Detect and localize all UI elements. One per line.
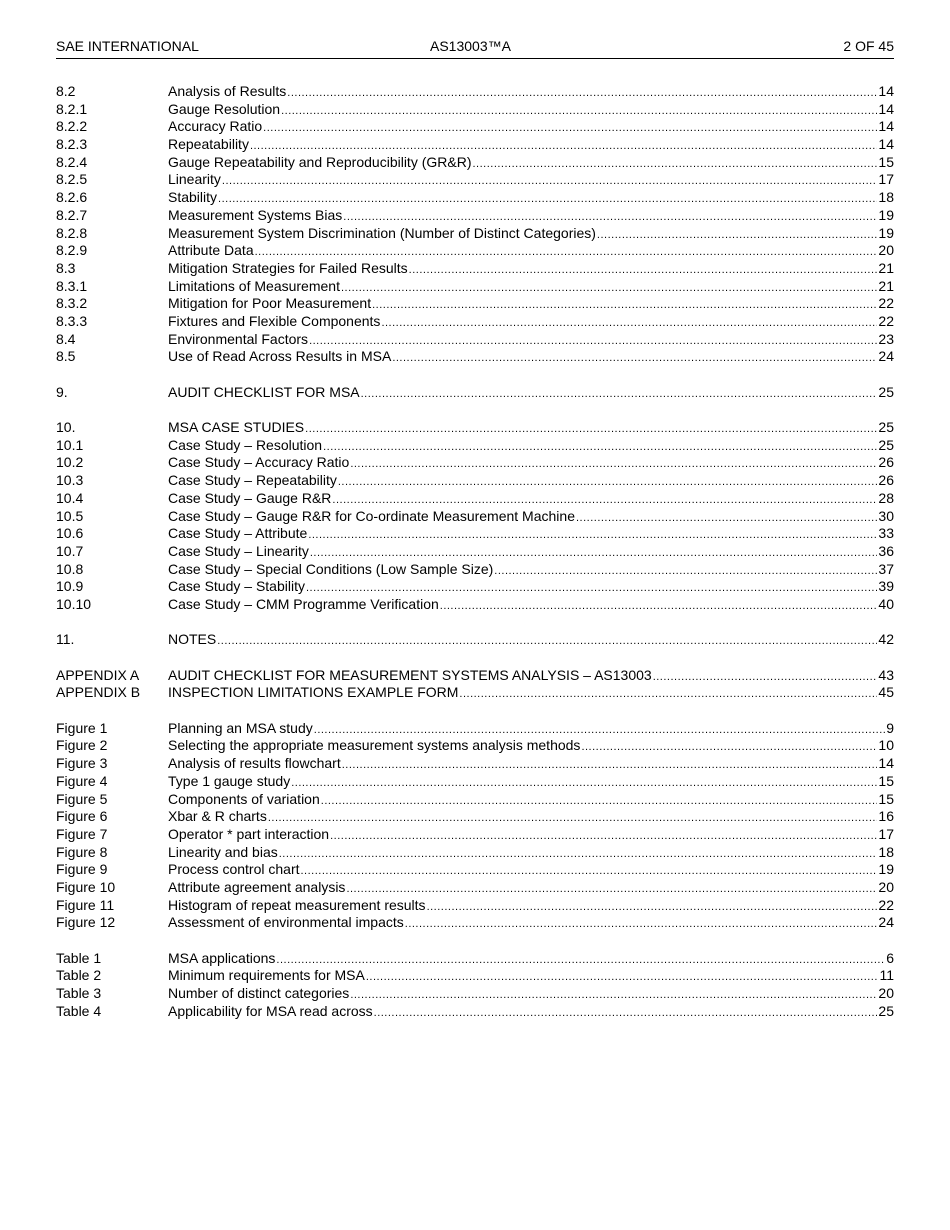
toc-entry-page: 24	[878, 348, 894, 365]
toc-entry-page: 15	[878, 153, 894, 170]
toc-entry-number: 8.4	[56, 330, 76, 347]
toc-entry-page: 14	[878, 118, 894, 135]
dot-leader	[301, 863, 878, 881]
toc-entry-number: 8.3.1	[56, 277, 88, 294]
dot-leader	[346, 881, 877, 899]
toc-entry[interactable]	[56, 154, 894, 172]
toc-entry-title: Gauge Repeatability and Reproducibility (GR&R)	[168, 153, 472, 170]
toc-entry-title: Gauge Resolution	[168, 100, 281, 117]
toc-entry-title: Measurement Systems Bias	[168, 206, 343, 223]
dot-leader	[342, 757, 878, 775]
toc-entry-number: 10.3	[56, 472, 84, 489]
toc-entry[interactable]	[56, 118, 894, 136]
toc-entry-title: Case Study – Special Conditions (Low Sample Size)	[168, 560, 494, 577]
toc-entry[interactable]	[56, 844, 894, 862]
toc-entry-number: Table 3	[56, 985, 102, 1002]
toc-entry[interactable]	[56, 508, 894, 526]
toc-entry-page: 14	[878, 83, 894, 99]
toc-entry-title: Mitigation for Poor Measurement	[168, 295, 372, 312]
toc-entry[interactable]	[56, 773, 894, 791]
toc-entry-number: 10.	[56, 419, 76, 436]
toc-section	[56, 631, 894, 649]
toc-entry-number: 8.2.5	[56, 171, 88, 188]
toc-entry[interactable]	[56, 225, 894, 243]
dot-leader	[581, 739, 877, 757]
publisher-name: SAE INTERNATIONAL	[56, 38, 199, 54]
toc-entry-title: AUDIT CHECKLIST FOR MSA	[168, 383, 360, 400]
toc-entry-title: Linearity and bias	[168, 843, 278, 860]
toc-entry-page: 37	[878, 560, 894, 577]
toc-entry[interactable]	[56, 543, 894, 561]
dot-leader	[427, 899, 878, 917]
dot-leader	[276, 952, 885, 970]
toc-entry-number: 11.	[56, 631, 75, 648]
toc-entry-title: MSA applications	[168, 949, 276, 966]
toc-entry-page: 16	[878, 808, 894, 825]
dot-leader	[305, 421, 877, 439]
document-number: AS13003™A	[430, 38, 511, 54]
toc-section	[56, 384, 894, 402]
toc-entry-title: Case Study – Accuracy Ratio	[168, 454, 350, 471]
dot-leader	[321, 793, 878, 811]
toc-entry[interactable]	[56, 295, 894, 313]
toc-entry-page: 15	[878, 790, 894, 807]
toc-entry-page: 20	[878, 985, 894, 1002]
dot-leader	[440, 598, 878, 616]
toc-entry-title: Xbar & R charts	[168, 808, 267, 825]
toc-entry-title: Case Study – CMM Programme Verification	[168, 595, 439, 612]
toc-entry[interactable]	[56, 755, 894, 773]
toc-entry-number: 8.2	[56, 83, 76, 99]
dot-leader	[281, 103, 877, 121]
toc-entry[interactable]	[56, 596, 894, 614]
toc-entry-page: 45	[878, 684, 894, 701]
toc-entry-page: 19	[878, 861, 894, 878]
toc-entry[interactable]	[56, 278, 894, 296]
toc-entry-number: Figure 2	[56, 737, 108, 754]
dot-leader	[392, 350, 877, 368]
dot-leader	[409, 262, 878, 280]
toc-entry[interactable]	[56, 189, 894, 207]
toc-entry[interactable]	[56, 384, 894, 402]
toc-entry[interactable]	[56, 171, 894, 189]
toc-entry-title: Assessment of environmental impacts	[168, 914, 404, 931]
toc-section	[56, 83, 894, 366]
toc-entry-title: Minimum requirements for MSA	[168, 967, 365, 984]
toc-entry[interactable]	[56, 737, 894, 755]
toc-entry-page: 25	[878, 436, 894, 453]
toc-entry[interactable]	[56, 578, 894, 596]
toc-entry-number: 8.2.2	[56, 118, 88, 135]
toc-entry-title: Environmental Factors	[168, 330, 309, 347]
toc-entry-number: 10.4	[56, 489, 84, 506]
toc-entry-number: Figure 4	[56, 772, 108, 789]
toc-entry-title: INSPECTION LIMITATIONS EXAMPLE FORM	[168, 684, 459, 701]
dot-leader	[597, 227, 878, 245]
toc-entry-number: Figure 9	[56, 861, 108, 878]
toc-entry-number: 10.6	[56, 525, 84, 542]
toc-entry-title: Number of distinct categories	[168, 985, 350, 1002]
toc-entry-page: 19	[878, 206, 894, 223]
toc-entry-page: 17	[878, 825, 894, 842]
dot-leader	[287, 85, 877, 103]
toc-entry[interactable]	[56, 667, 894, 685]
toc-entry[interactable]	[56, 83, 894, 101]
toc-entry-page: 43	[878, 666, 894, 683]
toc-entry-page: 9	[886, 719, 894, 736]
dot-leader	[291, 775, 877, 793]
toc-entry-page: 11	[879, 967, 894, 984]
toc-entry[interactable]	[56, 260, 894, 278]
toc-entry[interactable]	[56, 419, 894, 437]
toc-entry-title: Attribute Data	[168, 242, 254, 259]
toc-entry-page: 24	[878, 914, 894, 931]
toc-entry-title: Attribute agreement analysis	[168, 878, 346, 895]
toc-entry-number: Figure 10	[56, 878, 116, 895]
table-of-contents	[56, 83, 894, 1038]
toc-entry-number: 8.2.8	[56, 224, 88, 241]
dot-leader	[308, 527, 877, 545]
dot-leader	[374, 1005, 878, 1023]
toc-entry-title: Analysis of results flowchart	[168, 755, 341, 772]
toc-entry-title: Linearity	[168, 171, 221, 188]
toc-entry-page: 6	[886, 949, 894, 966]
toc-entry[interactable]	[56, 1003, 894, 1021]
toc-entry-number: 10.10	[56, 595, 92, 612]
toc-entry[interactable]	[56, 437, 894, 455]
toc-entry-number: 8.3.2	[56, 295, 88, 312]
toc-entry-page: 26	[878, 472, 894, 489]
toc-entry-page: 23	[878, 330, 894, 347]
toc-entry[interactable]	[56, 561, 894, 579]
toc-entry-page: 21	[878, 259, 894, 276]
toc-entry-page: 14	[878, 755, 894, 772]
toc-entry-title: Case Study – Stability	[168, 578, 305, 595]
toc-entry-number: 10.7	[56, 542, 84, 559]
toc-entry-title: Use of Read Across Results in MSA	[168, 348, 392, 365]
toc-entry-page: 17	[878, 171, 894, 188]
toc-entry-page: 42	[878, 631, 894, 648]
page-number: 2 OF 45	[843, 38, 894, 54]
dot-leader	[330, 828, 877, 846]
toc-entry-title: Case Study – Gauge R&R	[168, 489, 332, 506]
toc-entry-number: 10.5	[56, 507, 84, 524]
toc-entry-number: APPENDIX B	[56, 684, 141, 701]
toc-entry-number: 8.3	[56, 259, 76, 276]
toc-entry-page: 22	[878, 312, 894, 329]
toc-entry-page: 28	[878, 489, 894, 506]
toc-entry-title: Fixtures and Flexible Components	[168, 312, 381, 329]
toc-entry-number: Figure 8	[56, 843, 108, 860]
dot-leader	[350, 456, 877, 474]
toc-entry-title: Measurement System Discrimination (Number of Distinct Categories)	[168, 224, 596, 241]
toc-entry-page: 18	[878, 843, 894, 860]
dot-leader	[309, 333, 877, 351]
dot-leader	[350, 987, 877, 1005]
toc-entry[interactable]	[56, 914, 894, 932]
toc-entry-page: 40	[878, 595, 894, 612]
toc-entry-title: Components of variation	[168, 790, 320, 807]
toc-entry-title: AUDIT CHECKLIST FOR MEASUREMENT SYSTEMS ANALYSIS – AS13003	[168, 666, 652, 683]
toc-entry-page: 20	[878, 242, 894, 259]
toc-entry-page: 25	[878, 383, 894, 400]
toc-entry-title: Process control chart	[168, 861, 300, 878]
toc-entry-number: 8.2.9	[56, 242, 88, 259]
toc-section	[56, 950, 894, 1021]
toc-entry-page: 21	[878, 277, 894, 294]
toc-entry-page: 10	[878, 737, 894, 754]
toc-entry-title: Case Study – Gauge R&R for Co-ordinate Measurement Machine	[168, 507, 575, 524]
toc-entry-number: 8.5	[56, 348, 76, 365]
toc-entry-page: 33	[878, 525, 894, 542]
toc-entry-number: 10.1	[56, 436, 84, 453]
toc-entry-page: 39	[878, 578, 894, 595]
toc-entry[interactable]	[56, 136, 894, 154]
toc-entry-number: Figure 1	[56, 719, 108, 736]
toc-entry[interactable]	[56, 861, 894, 879]
toc-entry-title: Case Study – Resolution	[168, 436, 323, 453]
toc-entry-number: APPENDIX A	[56, 666, 140, 683]
toc-entry[interactable]	[56, 207, 894, 225]
toc-entry-page: 19	[878, 224, 894, 241]
toc-entry[interactable]	[56, 967, 894, 985]
toc-entry-number: 8.2.1	[56, 100, 88, 117]
toc-entry-number: Figure 6	[56, 808, 108, 825]
dot-leader	[405, 916, 878, 934]
toc-entry[interactable]	[56, 684, 894, 702]
dot-leader	[341, 280, 877, 298]
toc-entry-number: Table 4	[56, 1002, 102, 1019]
toc-entry-page: 25	[878, 419, 894, 436]
toc-entry-page: 22	[878, 896, 894, 913]
toc-entry-number: 8.3.3	[56, 312, 88, 329]
toc-entry-page: 25	[878, 1002, 894, 1019]
dot-leader	[263, 120, 877, 138]
toc-entry-title: Analysis of Results	[168, 83, 287, 99]
toc-entry-number: 8.2.4	[56, 153, 88, 170]
toc-entry[interactable]	[56, 313, 894, 331]
toc-entry-page: 20	[878, 878, 894, 895]
toc-entry-title: NOTES	[168, 631, 217, 648]
toc-entry-title: Case Study – Repeatability	[168, 472, 337, 489]
toc-entry-page: 14	[878, 136, 894, 153]
toc-entry[interactable]	[56, 348, 894, 366]
dot-leader	[217, 633, 877, 651]
toc-entry[interactable]	[56, 897, 894, 915]
dot-leader	[222, 173, 878, 191]
toc-entry-page: 14	[878, 100, 894, 117]
toc-entry-number: 10.2	[56, 454, 84, 471]
toc-section	[56, 720, 894, 932]
toc-entry-page: 30	[878, 507, 894, 524]
toc-entry-number: 10.9	[56, 578, 84, 595]
toc-entry[interactable]	[56, 525, 894, 543]
toc-entry-title: MSA CASE STUDIES	[168, 419, 305, 436]
toc-entry-number: Table 2	[56, 967, 102, 984]
dot-leader	[381, 315, 877, 333]
toc-entry-number: 8.2.3	[56, 136, 88, 153]
toc-entry[interactable]	[56, 985, 894, 1003]
toc-section	[56, 667, 894, 702]
toc-entry[interactable]	[56, 631, 894, 649]
toc-entry-number: Figure 5	[56, 790, 108, 807]
toc-entry-page: 22	[878, 295, 894, 312]
toc-entry-title: Selecting the appropriate measurement systems analysis methods	[168, 737, 581, 754]
dot-leader	[653, 669, 878, 687]
toc-entry[interactable]	[56, 950, 894, 968]
toc-entry-number: Figure 7	[56, 825, 108, 842]
dot-leader	[323, 439, 877, 457]
toc-entry-title: Type 1 gauge study	[168, 772, 291, 789]
toc-entry-page: 36	[878, 542, 894, 559]
toc-entry-number: Figure 12	[56, 914, 116, 931]
toc-entry-title: Case Study – Attribute	[168, 525, 308, 542]
toc-entry-title: Accuracy Ratio	[168, 118, 263, 135]
toc-entry[interactable]	[56, 791, 894, 809]
dot-leader	[576, 510, 877, 528]
toc-entry[interactable]	[56, 242, 894, 260]
toc-entry[interactable]	[56, 826, 894, 844]
toc-entry-number: 8.2.6	[56, 189, 88, 206]
toc-entry[interactable]	[56, 101, 894, 119]
toc-entry[interactable]	[56, 472, 894, 490]
dot-leader	[366, 969, 879, 987]
toc-entry[interactable]	[56, 808, 894, 826]
toc-entry-page: 18	[878, 189, 894, 206]
toc-entry-title: Stability	[168, 189, 218, 206]
toc-entry-title: Histogram of repeat measurement results	[168, 896, 426, 913]
toc-entry[interactable]	[56, 454, 894, 472]
dot-leader	[279, 846, 878, 864]
toc-entry-number: 8.2.7	[56, 206, 88, 223]
toc-entry-title: Mitigation Strategies for Failed Results	[168, 259, 408, 276]
toc-entry-title: Applicability for MSA read across	[168, 1002, 373, 1019]
dot-leader	[268, 810, 878, 828]
toc-entry-number: 9.	[56, 383, 68, 400]
toc-entry[interactable]	[56, 490, 894, 508]
toc-entry-number: Figure 3	[56, 755, 108, 772]
toc-entry-title: Planning an MSA study	[168, 719, 313, 736]
toc-entry[interactable]	[56, 331, 894, 349]
toc-section	[56, 419, 894, 614]
dot-leader	[338, 474, 878, 492]
toc-entry-title: Operator * part interaction	[168, 825, 330, 842]
toc-entry-title: Case Study – Linearity	[168, 542, 309, 559]
toc-entry-number: 10.8	[56, 560, 84, 577]
toc-entry-number: Figure 11	[56, 896, 115, 913]
dot-leader	[459, 686, 877, 704]
toc-entry-page: 26	[878, 454, 894, 471]
dot-leader	[372, 297, 877, 315]
toc-entry-title: Limitations of Measurement	[168, 277, 340, 294]
toc-entry-number: Table 1	[56, 949, 102, 966]
toc-entry-title: Repeatability	[168, 136, 249, 153]
page-header	[56, 38, 894, 59]
toc-entry-page: 15	[878, 772, 894, 789]
toc-entry[interactable]	[56, 879, 894, 897]
dot-leader	[361, 386, 878, 404]
toc-entry[interactable]	[56, 720, 894, 738]
dot-leader	[494, 563, 877, 581]
dot-leader	[472, 156, 877, 174]
